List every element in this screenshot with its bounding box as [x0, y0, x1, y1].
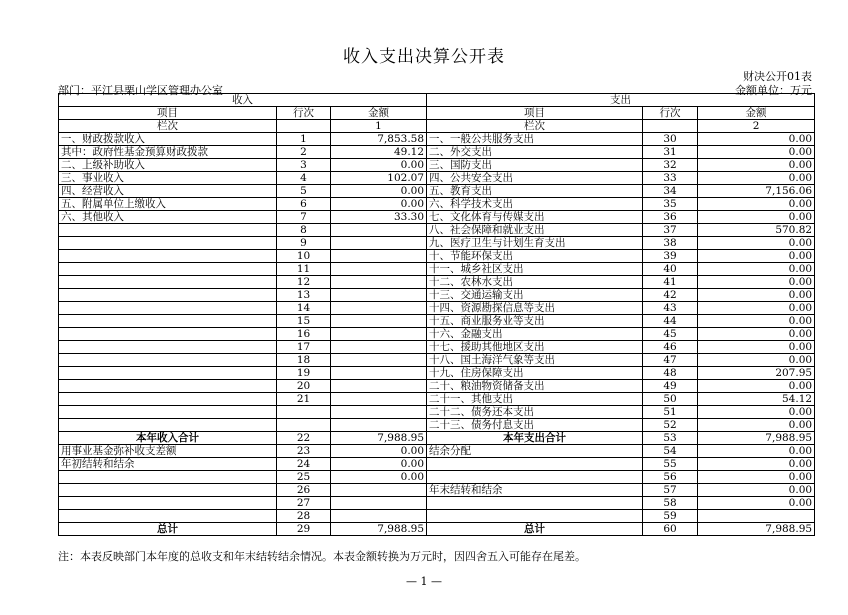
- expense-row-no-header: 行次: [643, 107, 698, 120]
- column-header-row: [59, 107, 815, 120]
- expense-amount-cell: 0.00: [698, 328, 815, 341]
- income-row-no-cell: 5: [277, 185, 331, 198]
- table-row: [59, 224, 815, 237]
- expense-item-cell: [427, 497, 643, 510]
- expense-amount-cell: 7,988.95: [698, 432, 815, 445]
- expense-row-no-cell: 48: [643, 367, 698, 380]
- expense-row-no-cell: 38: [643, 237, 698, 250]
- expense-item-cell: 三、国防支出: [427, 159, 643, 172]
- page-title: 收入支出决算公开表: [343, 47, 505, 67]
- expense-row-no-cell: 34: [643, 185, 698, 198]
- expense-item-cell: 十、节能环保支出: [427, 250, 643, 263]
- expense-item-cell: [427, 471, 643, 484]
- income-row-no-cell: 13: [277, 289, 331, 302]
- income-amount-cell: [331, 406, 427, 419]
- table-row: [59, 445, 815, 458]
- page-number: — 1 —: [406, 575, 442, 588]
- table-row: [59, 523, 815, 536]
- expense-amount-cell: 0.00: [698, 198, 815, 211]
- expense-amount-cell: 54.12: [698, 393, 815, 406]
- table-row: [59, 510, 815, 523]
- expense-amount-cell: 0.00: [698, 445, 815, 458]
- income-amount-cell: [331, 224, 427, 237]
- income-row-no-cell: 3: [277, 159, 331, 172]
- expense-amount-cell: 570.82: [698, 224, 815, 237]
- income-amount-header: 金额: [331, 107, 427, 120]
- expense-item-cell: 七、文化体育与传媒支出: [427, 211, 643, 224]
- income-row-no-cell: [277, 419, 331, 432]
- table-row: [59, 172, 815, 185]
- income-row-no-cell: 11: [277, 263, 331, 276]
- income-row-no-cell: 28: [277, 510, 331, 523]
- expense-row-no-cell: 51: [643, 406, 698, 419]
- expense-row-no-cell: 58: [643, 497, 698, 510]
- expense-col-number: 2: [698, 120, 815, 133]
- footnote: 注：本表反映部门本年度的总收支和年末结转结余情况。本表金额转换为万元时，因四舍五入可能存在尾差。: [58, 550, 586, 563]
- table-row: [59, 185, 815, 198]
- expense-row-no-cell: 55: [643, 458, 698, 471]
- expense-item-cell: 八、社会保障和就业支出: [427, 224, 643, 237]
- income-item-cell: [59, 328, 277, 341]
- income-amount-cell: 0.00: [331, 198, 427, 211]
- expense-item-cell: 十四、资源勘探信息等支出: [427, 302, 643, 315]
- expense-amount-cell: 0.00: [698, 315, 815, 328]
- income-item-cell: [59, 315, 277, 328]
- income-col-label: 栏次: [59, 120, 277, 133]
- expense-amount-cell: 0.00: [698, 471, 815, 484]
- expense-row-no-cell: 57: [643, 484, 698, 497]
- expense-amount-cell: 7,988.95: [698, 523, 815, 536]
- income-item-cell: [59, 484, 277, 497]
- expense-item-cell: 四、公共安全支出: [427, 172, 643, 185]
- income-item-cell: 一、财政拨款收入: [59, 133, 277, 146]
- expense-amount-cell: 0.00: [698, 419, 815, 432]
- expense-amount-cell: 0.00: [698, 237, 815, 250]
- income-row-no-cell: 7: [277, 211, 331, 224]
- expense-amount-cell: 0.00: [698, 497, 815, 510]
- income-item-cell: [59, 380, 277, 393]
- expense-row-no-cell: 35: [643, 198, 698, 211]
- expense-row-no-cell: 31: [643, 146, 698, 159]
- income-item-cell: 用事业基金弥补收支差额: [59, 445, 277, 458]
- expense-item-cell: 一、一般公共服务支出: [427, 133, 643, 146]
- expense-item-cell: 六、科学技术支出: [427, 198, 643, 211]
- table-row: [59, 198, 815, 211]
- expense-amount-cell: 0.00: [698, 276, 815, 289]
- table-row: [59, 393, 815, 406]
- income-item-cell: 六、其他收入: [59, 211, 277, 224]
- expense-item-cell: 十五、商业服务业等支出: [427, 315, 643, 328]
- table-row: [59, 250, 815, 263]
- expense-amount-cell: 0.00: [698, 458, 815, 471]
- income-item-cell: 四、经营收入: [59, 185, 277, 198]
- table-row: [59, 458, 815, 471]
- expense-amount-cell: 0.00: [698, 354, 815, 367]
- table-row: [59, 211, 815, 224]
- expense-row-no-cell: 60: [643, 523, 698, 536]
- expense-col-label: 栏次: [427, 120, 643, 133]
- expense-row-no-cell: 45: [643, 328, 698, 341]
- expense-amount-cell: 0.00: [698, 250, 815, 263]
- expense-row-no-cell: 54: [643, 445, 698, 458]
- expense-item-cell: 结余分配: [427, 445, 643, 458]
- income-row-no-cell: 20: [277, 380, 331, 393]
- income-amount-cell: 0.00: [331, 159, 427, 172]
- table-row: [59, 484, 815, 497]
- expense-amount-cell: 7,156.06: [698, 185, 815, 198]
- income-row-no-cell: 10: [277, 250, 331, 263]
- income-amount-cell: [331, 393, 427, 406]
- table-row: [59, 276, 815, 289]
- table-row: [59, 146, 815, 159]
- department-label: 部门：平江县栗山学区管理办公室: [58, 84, 223, 97]
- table-row: [59, 419, 815, 432]
- expense-row-no-cell: 33: [643, 172, 698, 185]
- expense-row-no-cell: 42: [643, 289, 698, 302]
- expense-item-cell: 总计: [427, 523, 643, 536]
- income-item-cell: 三、事业收入: [59, 172, 277, 185]
- expense-row-no-cell: 52: [643, 419, 698, 432]
- income-row-no-cell: 19: [277, 367, 331, 380]
- expense-row-no-cell: 40: [643, 263, 698, 276]
- expense-row-no-cell: 39: [643, 250, 698, 263]
- income-row-no-cell: 21: [277, 393, 331, 406]
- form-number: 财决公开01表: [743, 70, 812, 83]
- expense-row-no-cell: 43: [643, 302, 698, 315]
- income-amount-cell: [331, 250, 427, 263]
- income-item-cell: [59, 224, 277, 237]
- income-row-no-cell: 24: [277, 458, 331, 471]
- income-amount-cell: [331, 341, 427, 354]
- income-item-cell: [59, 263, 277, 276]
- amount-unit-label: 金额单位：万元: [735, 84, 812, 97]
- income-item-cell: [59, 497, 277, 510]
- income-amount-cell: [331, 237, 427, 250]
- table-row: [59, 328, 815, 341]
- income-item-cell: 总计: [59, 523, 277, 536]
- income-row-no-cell: 12: [277, 276, 331, 289]
- expense-row-no-cell: 59: [643, 510, 698, 523]
- income-row-no-cell: 23: [277, 445, 331, 458]
- income-item-cell: [59, 276, 277, 289]
- expense-amount-cell: 0.00: [698, 484, 815, 497]
- income-row-no-cell: 18: [277, 354, 331, 367]
- expense-row-no-cell: 44: [643, 315, 698, 328]
- income-amount-cell: 0.00: [331, 458, 427, 471]
- income-amount-cell: 0.00: [331, 445, 427, 458]
- income-row-no-cell: 22: [277, 432, 331, 445]
- expense-item-cell: 十九、住房保障支出: [427, 367, 643, 380]
- income-row-no-cell: 15: [277, 315, 331, 328]
- income-row-no-cell: 9: [277, 237, 331, 250]
- income-item-cell: 五、附属单位上缴收入: [59, 198, 277, 211]
- expense-row-no-cell: 30: [643, 133, 698, 146]
- income-item-cell: [59, 250, 277, 263]
- table-row: [59, 432, 815, 445]
- income-row-no-cell: 25: [277, 471, 331, 484]
- income-item-header: 项目: [59, 107, 277, 120]
- income-item-cell: [59, 367, 277, 380]
- income-amount-cell: 0.00: [331, 471, 427, 484]
- expense-row-no-cell: 32: [643, 159, 698, 172]
- income-expense-table: [58, 93, 815, 536]
- income-row-no-cell: 26: [277, 484, 331, 497]
- expense-item-cell: 十八、国土海洋气象等支出: [427, 354, 643, 367]
- income-item-cell: 二、上级补助收入: [59, 159, 277, 172]
- expense-item-header: 项目: [427, 107, 643, 120]
- expense-item-cell: 十七、援助其他地区支出: [427, 341, 643, 354]
- expense-item-cell: 年末结转和结余: [427, 484, 643, 497]
- expense-row-no-cell: 37: [643, 224, 698, 237]
- income-amount-cell: [331, 354, 427, 367]
- expense-item-cell: 十一、城乡社区支出: [427, 263, 643, 276]
- income-row-no-cell: 17: [277, 341, 331, 354]
- income-amount-cell: [331, 484, 427, 497]
- table-row: [59, 289, 815, 302]
- expense-row-no-cell: 36: [643, 211, 698, 224]
- expense-amount-cell: 0.00: [698, 133, 815, 146]
- income-row-no-cell: 1: [277, 133, 331, 146]
- income-amount-cell: [331, 263, 427, 276]
- expense-item-cell: 二十一、其他支出: [427, 393, 643, 406]
- expense-item-cell: 九、医疗卫生与计划生育支出: [427, 237, 643, 250]
- expense-item-cell: 十六、金融支出: [427, 328, 643, 341]
- income-amount-cell: 49.12: [331, 146, 427, 159]
- expense-amount-header: 金额: [698, 107, 815, 120]
- expense-item-cell: [427, 458, 643, 471]
- income-item-cell: [59, 302, 277, 315]
- income-amount-cell: 7,988.95: [331, 432, 427, 445]
- expense-item-cell: 二十、粮油物资储备支出: [427, 380, 643, 393]
- expense-row-no-cell: 50: [643, 393, 698, 406]
- table-row: [59, 367, 815, 380]
- expense-row-no-cell: 53: [643, 432, 698, 445]
- expense-item-cell: 十三、交通运输支出: [427, 289, 643, 302]
- income-item-cell: [59, 237, 277, 250]
- income-amount-cell: [331, 289, 427, 302]
- expense-amount-cell: 207.95: [698, 367, 815, 380]
- income-item-cell: 其中：政府性基金预算财政拨款: [59, 146, 277, 159]
- table-row: [59, 406, 815, 419]
- income-row-no-cell: 2: [277, 146, 331, 159]
- income-item-cell: [59, 510, 277, 523]
- income-item-cell: [59, 471, 277, 484]
- expense-item-cell: 二、外交支出: [427, 146, 643, 159]
- expense-amount-cell: 0.00: [698, 341, 815, 354]
- income-amount-cell: [331, 367, 427, 380]
- income-amount-cell: [331, 315, 427, 328]
- income-amount-cell: [331, 497, 427, 510]
- column-number-row: [59, 120, 815, 133]
- income-row-no-cell: 8: [277, 224, 331, 237]
- income-row-no-cell: [277, 406, 331, 419]
- expense-amount-cell: 0.00: [698, 406, 815, 419]
- table-row: [59, 471, 815, 484]
- table-row: [59, 302, 815, 315]
- expense-amount-cell: 0.00: [698, 263, 815, 276]
- expense-section-header: 支出: [427, 94, 815, 107]
- expense-row-no-cell: 49: [643, 380, 698, 393]
- expense-row-no-cell: 47: [643, 354, 698, 367]
- expense-item-cell: 二十二、债务还本支出: [427, 406, 643, 419]
- expense-amount-cell: [698, 510, 815, 523]
- section-header-row: [59, 94, 815, 107]
- income-item-cell: [59, 419, 277, 432]
- expense-item-cell: 十二、农林水支出: [427, 276, 643, 289]
- expense-amount-cell: 0.00: [698, 302, 815, 315]
- income-section-header: 收入: [59, 94, 427, 107]
- income-item-cell: [59, 354, 277, 367]
- income-amount-cell: [331, 510, 427, 523]
- table-row: [59, 237, 815, 250]
- expense-amount-cell: 0.00: [698, 146, 815, 159]
- expense-item-cell: 五、教育支出: [427, 185, 643, 198]
- income-amount-cell: 0.00: [331, 185, 427, 198]
- expense-row-no-cell: 41: [643, 276, 698, 289]
- expense-amount-cell: 0.00: [698, 380, 815, 393]
- income-row-no-cell: 27: [277, 497, 331, 510]
- expense-col-blank: [643, 120, 698, 133]
- expense-amount-cell: 0.00: [698, 211, 815, 224]
- income-amount-cell: 33.30: [331, 211, 427, 224]
- income-amount-cell: [331, 276, 427, 289]
- expense-row-no-cell: 46: [643, 341, 698, 354]
- table-row: [59, 133, 815, 146]
- income-row-no-cell: 6: [277, 198, 331, 211]
- income-row-no-cell: 14: [277, 302, 331, 315]
- expense-amount-cell: 0.00: [698, 289, 815, 302]
- table-row: [59, 380, 815, 393]
- income-amount-cell: 7,988.95: [331, 523, 427, 536]
- income-row-no-header: 行次: [277, 107, 331, 120]
- expense-item-cell: [427, 510, 643, 523]
- income-item-cell: 本年收入合计: [59, 432, 277, 445]
- income-item-cell: [59, 406, 277, 419]
- expense-item-cell: 二十三、债务付息支出: [427, 419, 643, 432]
- table-row: [59, 263, 815, 276]
- table-row: [59, 159, 815, 172]
- income-col-blank: [277, 120, 331, 133]
- income-row-no-cell: 16: [277, 328, 331, 341]
- expense-amount-cell: 0.00: [698, 172, 815, 185]
- income-item-cell: [59, 341, 277, 354]
- income-amount-cell: [331, 328, 427, 341]
- income-item-cell: [59, 289, 277, 302]
- income-item-cell: 年初结转和结余: [59, 458, 277, 471]
- income-col-number: 1: [331, 120, 427, 133]
- income-row-no-cell: 29: [277, 523, 331, 536]
- income-amount-cell: [331, 419, 427, 432]
- income-amount-cell: 7,853.58: [331, 133, 427, 146]
- income-amount-cell: 102.07: [331, 172, 427, 185]
- income-row-no-cell: 4: [277, 172, 331, 185]
- income-amount-cell: [331, 302, 427, 315]
- table-row: [59, 497, 815, 510]
- expense-amount-cell: 0.00: [698, 159, 815, 172]
- table-row: [59, 315, 815, 328]
- income-item-cell: [59, 393, 277, 406]
- expense-row-no-cell: 56: [643, 471, 698, 484]
- expense-item-cell: 本年支出合计: [427, 432, 643, 445]
- table-row: [59, 341, 815, 354]
- income-amount-cell: [331, 380, 427, 393]
- table-row: [59, 354, 815, 367]
